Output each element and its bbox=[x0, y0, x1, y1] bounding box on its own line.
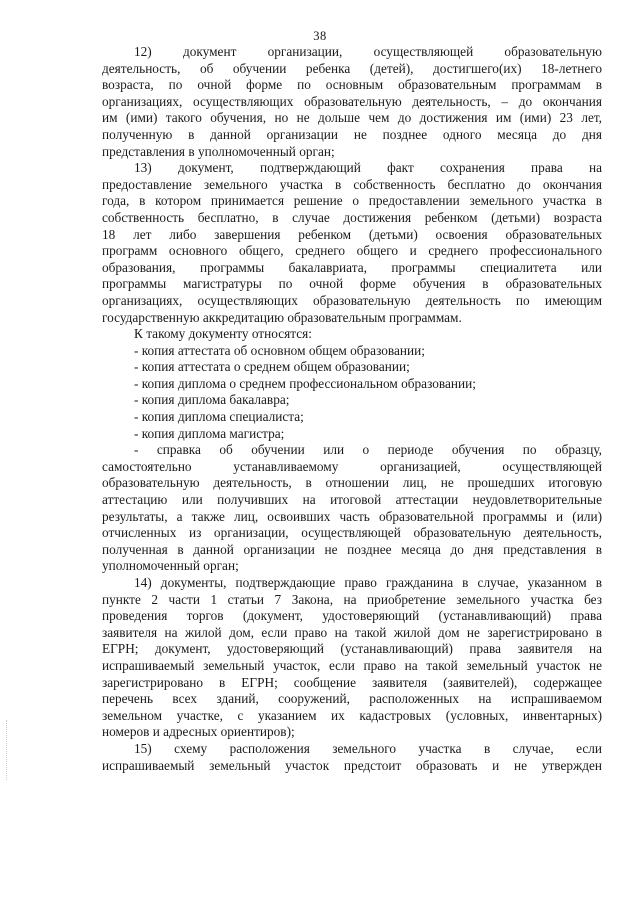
text-line: образования, программы бакалавриата, программы специалитета или bbox=[102, 259, 602, 275]
text-line: ЕГРН; документ, удостоверяющий (устанавливающий) права заявителя на bbox=[102, 641, 602, 657]
text-line: полученная в данной организации не позднее месяца до дня представления в bbox=[102, 541, 602, 557]
text-line: им (ими) такого обучения, но не дольше чем до достижения им (ими) 23 лет, bbox=[102, 110, 602, 126]
text-line: результаты, а также лиц, освоивших часть образовательной программы и (или) bbox=[102, 508, 602, 524]
text-line: проведения торгов (документ, удостоверяющий (устанавливающий) права bbox=[102, 608, 602, 624]
text-line: К такому документу относятся: bbox=[134, 326, 312, 342]
text-line: полученную в данной организации не позднее одного месяца до дня bbox=[102, 126, 602, 142]
text-line: 12) документ организации, осуществляющей образовательную bbox=[134, 44, 602, 59]
text-line: заявителя на жилой дом, если право на такой жилой дом не зарегистрировано в bbox=[102, 624, 602, 640]
text-line: организациях, осуществляющих образовательную деятельность, – до окончания bbox=[102, 93, 602, 109]
text-line: самостоятельно устанавливаемому организацией, осуществляющей bbox=[102, 458, 602, 474]
text-line: года, в котором принимается решение о предоставлении земельного участка в bbox=[102, 193, 602, 209]
text-line: - копия диплома магистра; bbox=[134, 425, 285, 441]
text-line: номеров и адресных ориентиров); bbox=[102, 724, 295, 740]
text-line: испрашиваемый земельный участок, если право на такой земельный участок не bbox=[102, 657, 602, 673]
text-line: аттестацию или получивших на итоговой аттестации неудовлетворительные bbox=[102, 492, 602, 508]
text-line: 14) документы, подтверждающие право гражданина в случае, указанном в bbox=[134, 575, 602, 590]
text-line: - копия аттестата об основном общем образовании; bbox=[134, 342, 425, 358]
text-line: - копия диплома бакалавра; bbox=[134, 392, 290, 408]
text-line: предоставление земельного участка в собственность бесплатно до окончания bbox=[102, 176, 602, 192]
text-line: испрашиваемый земельный участок предстоит образовать и не утвержден bbox=[102, 757, 602, 773]
text-line: образовательную деятельность, в отношении лиц, не прошедших итоговую bbox=[102, 475, 602, 491]
text-line: программы магистратуры по очной форме обучения в образовательных bbox=[102, 276, 602, 292]
scan-margin-marks bbox=[6, 720, 9, 780]
text-line: 15) схему расположения земельного участка в случае, если bbox=[134, 740, 602, 756]
text-line: программ основного общего, среднего общего и среднего профессионального bbox=[102, 243, 602, 259]
text-line: деятельность, об обучении ребенка (детей), достигшего(их) 18-летнего bbox=[102, 60, 602, 76]
text-line: пункте 2 части 1 статьи 7 Закона, на приобретение земельного участка без bbox=[102, 591, 602, 607]
text-line: - копия диплома специалиста; bbox=[134, 409, 304, 425]
text-line: - копия аттестата о среднем общем образовании; bbox=[134, 359, 410, 375]
text-line: 13) документ, подтверждающий факт сохранения права на bbox=[134, 160, 602, 176]
document-text bbox=[102, 44, 602, 774]
page-number: 38 bbox=[313, 29, 327, 43]
text-line: земельном участке, с указанием их кадастровых (условных, инвентарных) bbox=[102, 707, 602, 723]
text-line: отчисленных из организации, осуществляющей образовательную деятельность, bbox=[102, 525, 602, 541]
text-line: собственность бесплатно, в случае достижения ребенком (детьми) возраста bbox=[102, 209, 602, 225]
text-line: - копия диплома о среднем профессиональном образовании; bbox=[134, 375, 476, 391]
text-line: организациях, осуществляющих образовательную деятельность по имеющим bbox=[102, 292, 602, 308]
text-line: представления в уполномоченный орган; bbox=[102, 143, 335, 159]
text-line: уполномоченный орган; bbox=[102, 558, 239, 574]
text-line: государственную аккредитацию образовательным программам. bbox=[102, 309, 462, 325]
text-line: 18 лет либо завершения ребенком (детьми) освоения образовательных bbox=[102, 226, 602, 242]
text-line: зарегистрировано в ЕГРН; сообщение заявителя (заявителей), содержащее bbox=[102, 674, 602, 690]
text-line: возраста, по очной форме по основным образовательным программам в bbox=[102, 77, 602, 93]
text-line: перечень всех зданий, сооружений, расположенных на испрашиваемом bbox=[102, 691, 602, 707]
text-line: - справка об обучении или о периоде обучения по образцу, bbox=[134, 442, 602, 458]
